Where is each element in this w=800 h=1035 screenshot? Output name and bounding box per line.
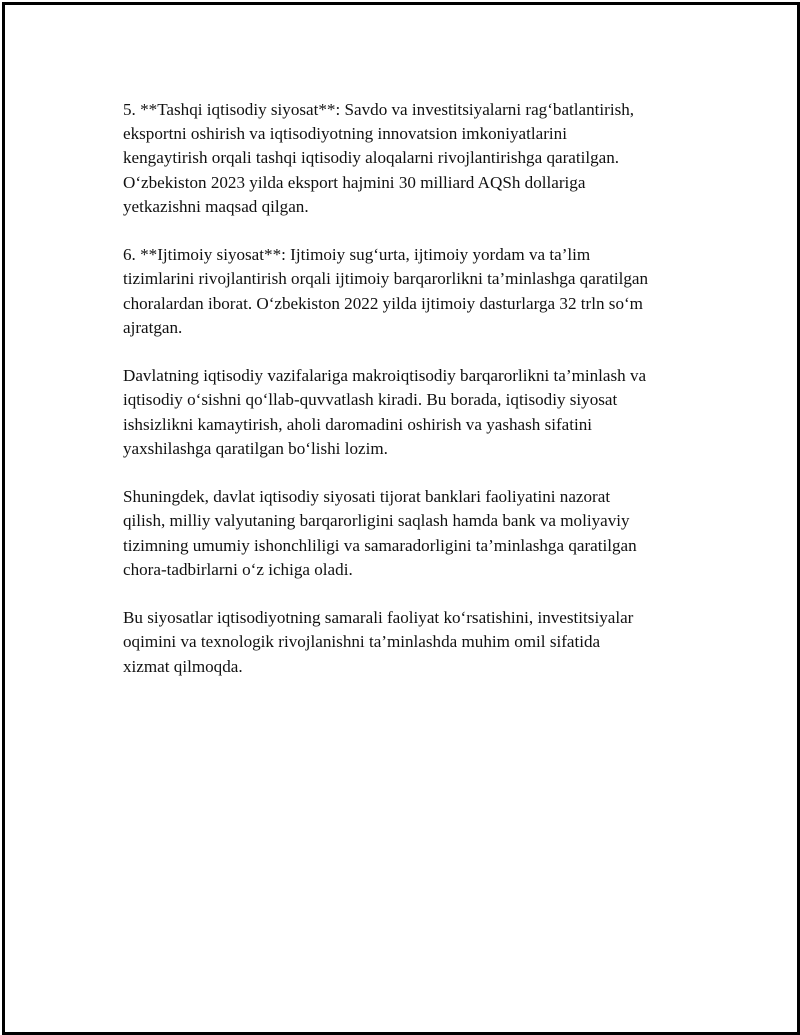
page-frame xyxy=(2,2,800,1035)
document-body xyxy=(123,98,703,703)
paragraph-banking-oversight: Shuningdek, davlat iqtisodiy siyosati tijorat banklari faoliyatini nazorat qilish, milliy valyutaning barqarorligini saqlash hamda bank va moliyaviy tizimning umumiy ishonchliligi va samaradorligini ta’minlashga qaratilgan chora-tadbirlarni o‘z ichiga oladi. xyxy=(123,487,637,579)
paragraph-conclusion: Bu siyosatlar iqtisodiyotning samarali faoliyat ko‘rsatishini, investitsiyalar oqimini va texnologik rivojlanishni ta’minlashda muhim omil sifatida xizmat qilmoqda. xyxy=(123,608,634,676)
paragraph-economic-functions: Davlatning iqtisodiy vazifalariga makroiqtisodiy barqarorlikni ta’minlash va iqtisodiy o‘sishni qo‘llab-quvvatlash kiradi. Bu borada, iqtisodiy siyosat ishsizlikni kamaytirish, aholi daromadini oshirish va yashash sifatini yaxshilashga qaratilgan bo‘lishi lozim. xyxy=(123,366,647,458)
paragraph-foreign-economic-policy: 5. **Tashqi iqtisodiy siyosat**: Savdo va investitsiyalarni rag‘batlantirish, eksportni oshirish va iqtisodiyotning innovatsion imkoniyatlarini kengaytirish orqali tashqi iqtisodiy aloqalarni rivojlantirishga qaratilgan. O‘zbekiston 2023 yilda eksport hajmini 30 milliard AQSh dollariga yetkazishni maqsad qilgan. xyxy=(123,100,635,216)
paragraph-social-policy: 6. **Ijtimoiy siyosat**: Ijtimoiy sug‘urta, ijtimoiy yordam va ta’lim tizimlarini rivojlantirish orqali ijtimoiy barqarorlikni ta’minlashga qaratilgan choralardan iborat. O‘zbekiston 2022 yilda ijtimoiy dasturlarga 32 trln so‘m ajratgan. xyxy=(123,245,649,337)
